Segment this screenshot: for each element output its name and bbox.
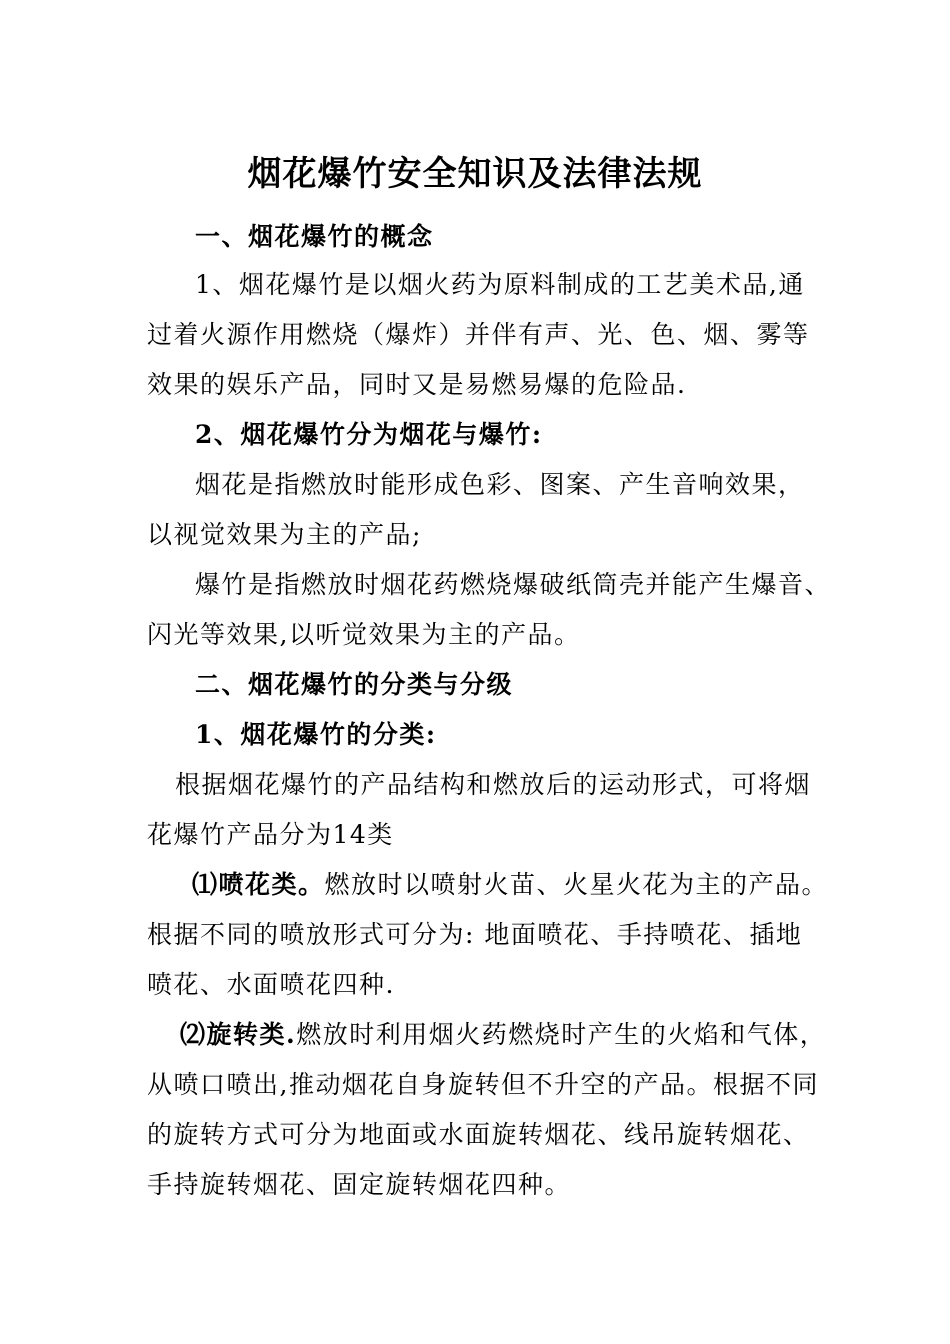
paragraph-line: 从喷口喷出,推动烟花自身旋转但不升空的产品。根据不同: [147, 1070, 819, 1099]
subheading-types: 2、烟花爆竹分为烟花与爆竹:: [195, 420, 543, 449]
paragraph-line: 爆竹是指燃放时烟花药燃烧爆破纸筒壳并能产生爆音、: [195, 570, 832, 599]
paragraph-line: 根据不同的喷放形式可分为: 地面喷花、手持喷花、插地: [147, 920, 803, 949]
category-text: 燃放时以喷射火苗、火星火花为主的产品。: [324, 870, 829, 899]
paragraph-line: 根据烟花爆竹的产品结构和燃放后的运动形式，可将烟: [175, 770, 812, 799]
paragraph-line: 1、烟花爆竹是以烟火药为原料制成的工艺美术品,通: [195, 270, 805, 299]
category-line: [180, 1018, 826, 1052]
subheading-categories: 1、烟花爆竹的分类:: [195, 720, 437, 749]
paragraph-line: 的旋转方式可分为地面或水面旋转烟花、线吊旋转烟花、: [147, 1120, 810, 1149]
paragraph-line: 效果的娱乐产品，同时又是易燃易爆的危险品.: [147, 370, 687, 399]
category-label: ⑵旋转类.: [180, 1020, 297, 1049]
category-text: 燃放时利用烟火药燃烧时产生的火焰和气体，: [296, 1020, 827, 1049]
paragraph-line: 烟花是指燃放时能形成色彩、图案、产生音响效果，: [195, 470, 805, 499]
paragraph-line: 过着火源作用燃烧（爆炸）并伴有声、光、色、烟、雾等: [147, 320, 810, 349]
section-heading-classification: 二、烟花爆竹的分类与分级: [195, 670, 514, 699]
category-label: ⑴喷花类。: [192, 870, 325, 899]
paragraph-line: 闪光等效果,以听觉效果为主的产品。: [147, 620, 581, 649]
paragraph-line: 喷花、水面喷花四种.: [147, 970, 395, 999]
category-line: [192, 868, 828, 902]
section-heading-concept: 一、烟花爆竹的概念: [195, 222, 434, 251]
paragraph-line: 手持旋转烟花、固定旋转烟花四种。: [147, 1170, 572, 1199]
paragraph-line: 以视觉效果为主的产品;: [147, 520, 422, 549]
document-title: 烟花爆竹安全知识及法律法规: [247, 154, 703, 194]
paragraph-line: 花爆竹产品分为14类: [147, 820, 394, 849]
